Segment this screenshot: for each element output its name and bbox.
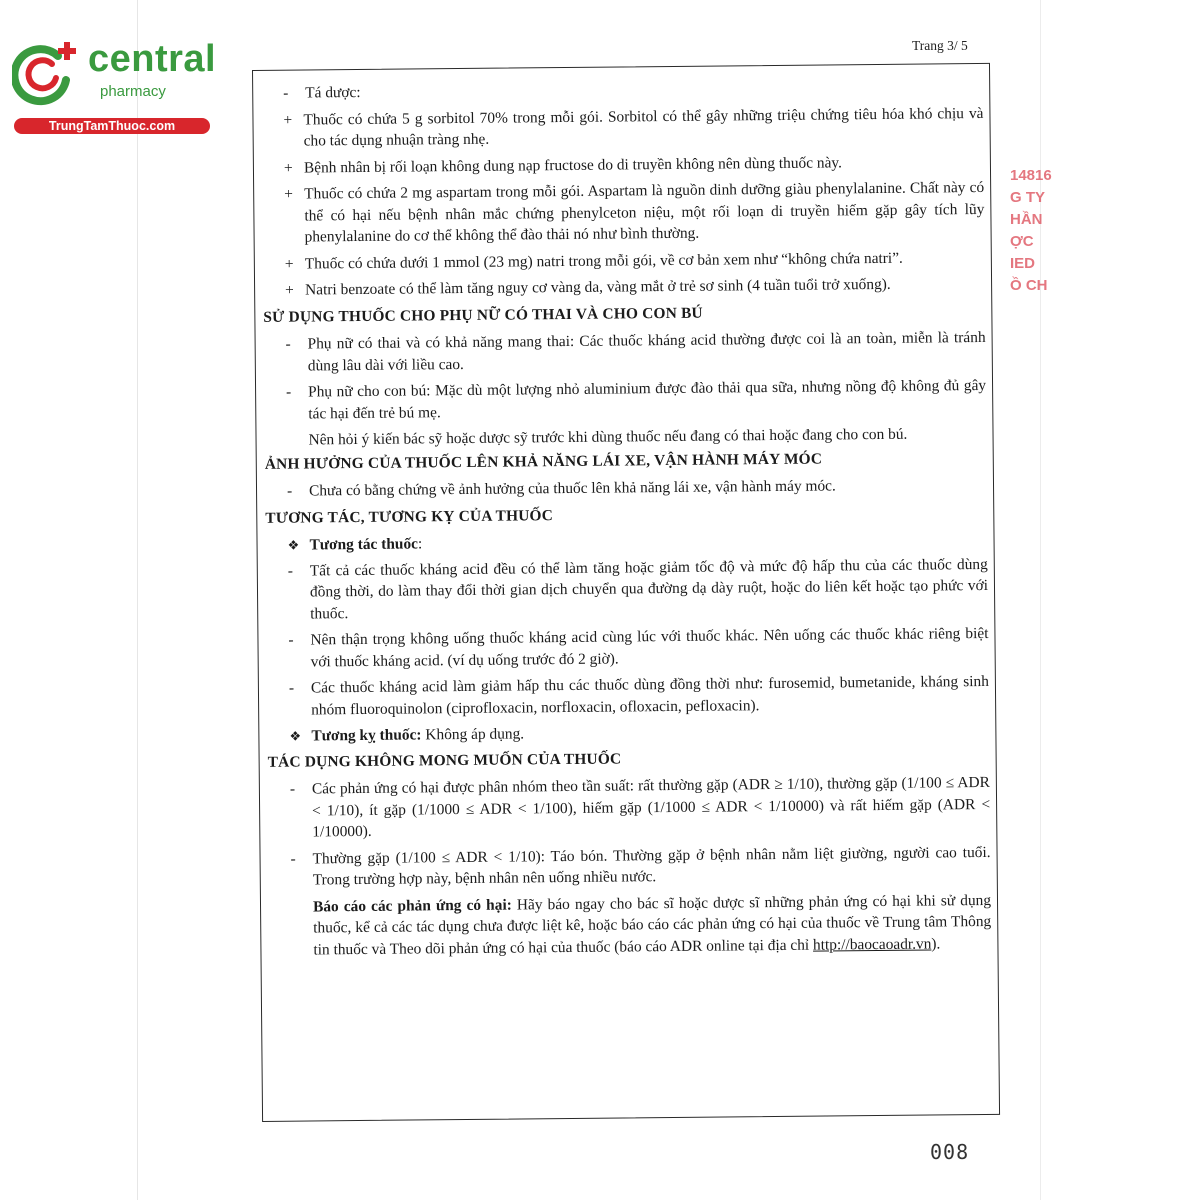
document-body: [263, 76, 992, 961]
section-heading-interactions: TƯƠNG TÁC, TƯƠNG KỴ CỦA THUỐC: [265, 506, 554, 527]
central-pharmacy-logo[interactable]: [12, 38, 217, 138]
list-item: + Bệnh nhân bị rối loạn không dung nạp fructose do di truyền không nên dùng thuốc này.: [283, 153, 843, 177]
incompatibility-subheading: ❖ Tương kỵ thuốc: Không áp dụng.: [289, 719, 989, 747]
list-item: - Các phản ứng có hại được phân nhóm theo tần suất: rất thường gặp (ADR ≥ 1/10), thường gặp (1/100 ≤ ADR < 1/10), ít gặp (1/1000 ≤ ADR < 1/100), hiếm gặp (1/1000 ≤ ADR < 1/10000) và rất hiếm gặp (ADR < 1/10000).: [289, 773, 991, 841]
pregnancy-note: Nên hỏi ý kiến bác sỹ hoặc dược sỹ trước khi dùng thuốc nếu đang có thai hoặc đang cho con bú.: [308, 425, 908, 449]
document-frame: [252, 63, 1000, 1122]
diamond-bullet-icon: ❖: [289, 728, 302, 744]
stamp-fragment: IED: [1010, 255, 1036, 272]
list-item: - Các thuốc kháng acid làm giảm hấp thu các thuốc dùng đồng thời như: furosemid, bumetanide, kháng sinh nhóm fluoroquinolon (ciprofloxacin, norfloxacin, ofloxacin, pefloxacin).: [288, 672, 989, 718]
pharmacy-logo-icon: [12, 38, 82, 108]
stamp-fragment: Ồ CH: [1010, 277, 1048, 294]
list-item: + Thuốc có chứa 2 mg aspartam trong mỗi gói. Aspartam là nguồn dinh dưỡng giàu phenylalanine. Chất này có thể có hại nếu bệnh nhân mắc chứng phenylceton niệu, một rối loạn di truyền hiếm gặp gây tích lũy phenylalanine do cơ thể không thể đào thải nó như bình thường.: [284, 178, 985, 246]
scan-page-number: 008: [930, 1140, 970, 1164]
logo-brand: central: [88, 38, 217, 80]
list-item: + Thuốc có chứa 5 g sorbitol 70% trong mỗi gói. Sorbitol có thể gây những triệu chứng tiêu hóa khó chịu và cho tác dụng nhuận tràng nhẹ.: [283, 104, 984, 150]
red-stamp: [1010, 165, 1052, 355]
section-heading-pregnancy: SỬ DỤNG THUỐC CHO PHỤ NỮ CÓ THAI VÀ CHO CON BÚ: [263, 304, 703, 326]
logo-sub: pharmacy: [100, 83, 166, 100]
list-item: + Natri benzoate có thể làm tăng nguy cơ vàng da, vàng mắt ở trẻ sơ sinh (4 tuần tuổi trở xuống).: [285, 275, 891, 299]
stamp-fragment: G TY: [1010, 189, 1046, 206]
list-item: - Thường gặp (1/100 ≤ ADR < 1/10): Táo bón. Thường gặp ở bệnh nhân nằm liệt giường, người cao tuổi. Trong trường hợp này, bệnh nhân nên uống nhiều nước.: [290, 843, 991, 889]
adr-report-link[interactable]: http://baocaoadr.vn: [812, 935, 932, 954]
stamp-fragment: ỢC: [1010, 233, 1034, 250]
section-heading-adverse: TÁC DỤNG KHÔNG MONG MUỐN CỦA THUỐC: [267, 749, 622, 771]
stamp-fragment: HẦN: [1010, 211, 1043, 228]
logo-site-banner[interactable]: TrungTamThuoc.com: [14, 118, 210, 134]
list-item: - Nên thận trọng không uống thuốc kháng acid cùng lúc với thuốc khác. Nên uống các thuốc khác riêng biệt với thuốc kháng acid. (ví dụ uống trước đó 2 giờ).: [288, 624, 989, 670]
interaction-subheading: ❖ Tương tác thuốc:: [287, 528, 987, 556]
adr-report-paragraph: Báo cáo các phản ứng có hại: Hãy báo ngay cho bác sĩ hoặc dược sĩ những phản ứng có hại khi sử dụng thuốc, kể cả các tác dụng chưa được liệt kê, hoặc báo cáo các phản ứng có hại của thuốc về Trung tâm Thông tin thuốc và Theo dõi phản ứng có hại của thuốc (báo cáo ADR online tại địa chỉ http://baocaoadr.vn).: [312, 891, 992, 958]
list-item: - Tất cả các thuốc kháng acid đều có thể làm tăng hoặc giảm tốc độ và mức độ hấp thu của các thuốc dùng đồng thời, do làm thay đổi thời gian dịch chuyển qua đường dạ dày ruột, hoặc do liên kết hoặc tạo phức với thuốc.: [287, 555, 989, 622]
list-item: + Thuốc có chứa dưới 1 mmol (23 mg) natri trong mỗi gói, về cơ bản xem như “không chứa natri”.: [284, 249, 903, 273]
list-item: - Phụ nữ có thai và có khả năng mang thai: Các thuốc kháng acid thường được coi là an toàn, miễn là tránh dùng lâu dài với liều cao.: [285, 328, 986, 374]
stamp-fragment: 14816: [1010, 167, 1052, 184]
list-item: - Phụ nữ cho con bú: Mặc dù một lượng nhỏ aluminium được đào thải qua sữa, nhưng nồng độ không đủ gây tác hại đến trẻ bú mẹ.: [286, 376, 987, 422]
section-heading-driving: ẢNH HƯỞNG CỦA THUỐC LÊN KHẢ NĂNG LÁI XE, VẬN HÀNH MÁY MÓC: [264, 450, 823, 473]
diamond-bullet-icon: ❖: [287, 537, 300, 553]
page-number: Trang 3/ 5: [912, 38, 968, 53]
excipients-title: Tá dược:: [305, 83, 361, 102]
page-edge-left: [137, 0, 138, 1200]
list-item: - Chưa có bằng chứng về ảnh hưởng của thuốc lên khả năng lái xe, vận hành máy móc.: [286, 477, 836, 500]
list-item: - Tá dược:: [283, 76, 983, 104]
